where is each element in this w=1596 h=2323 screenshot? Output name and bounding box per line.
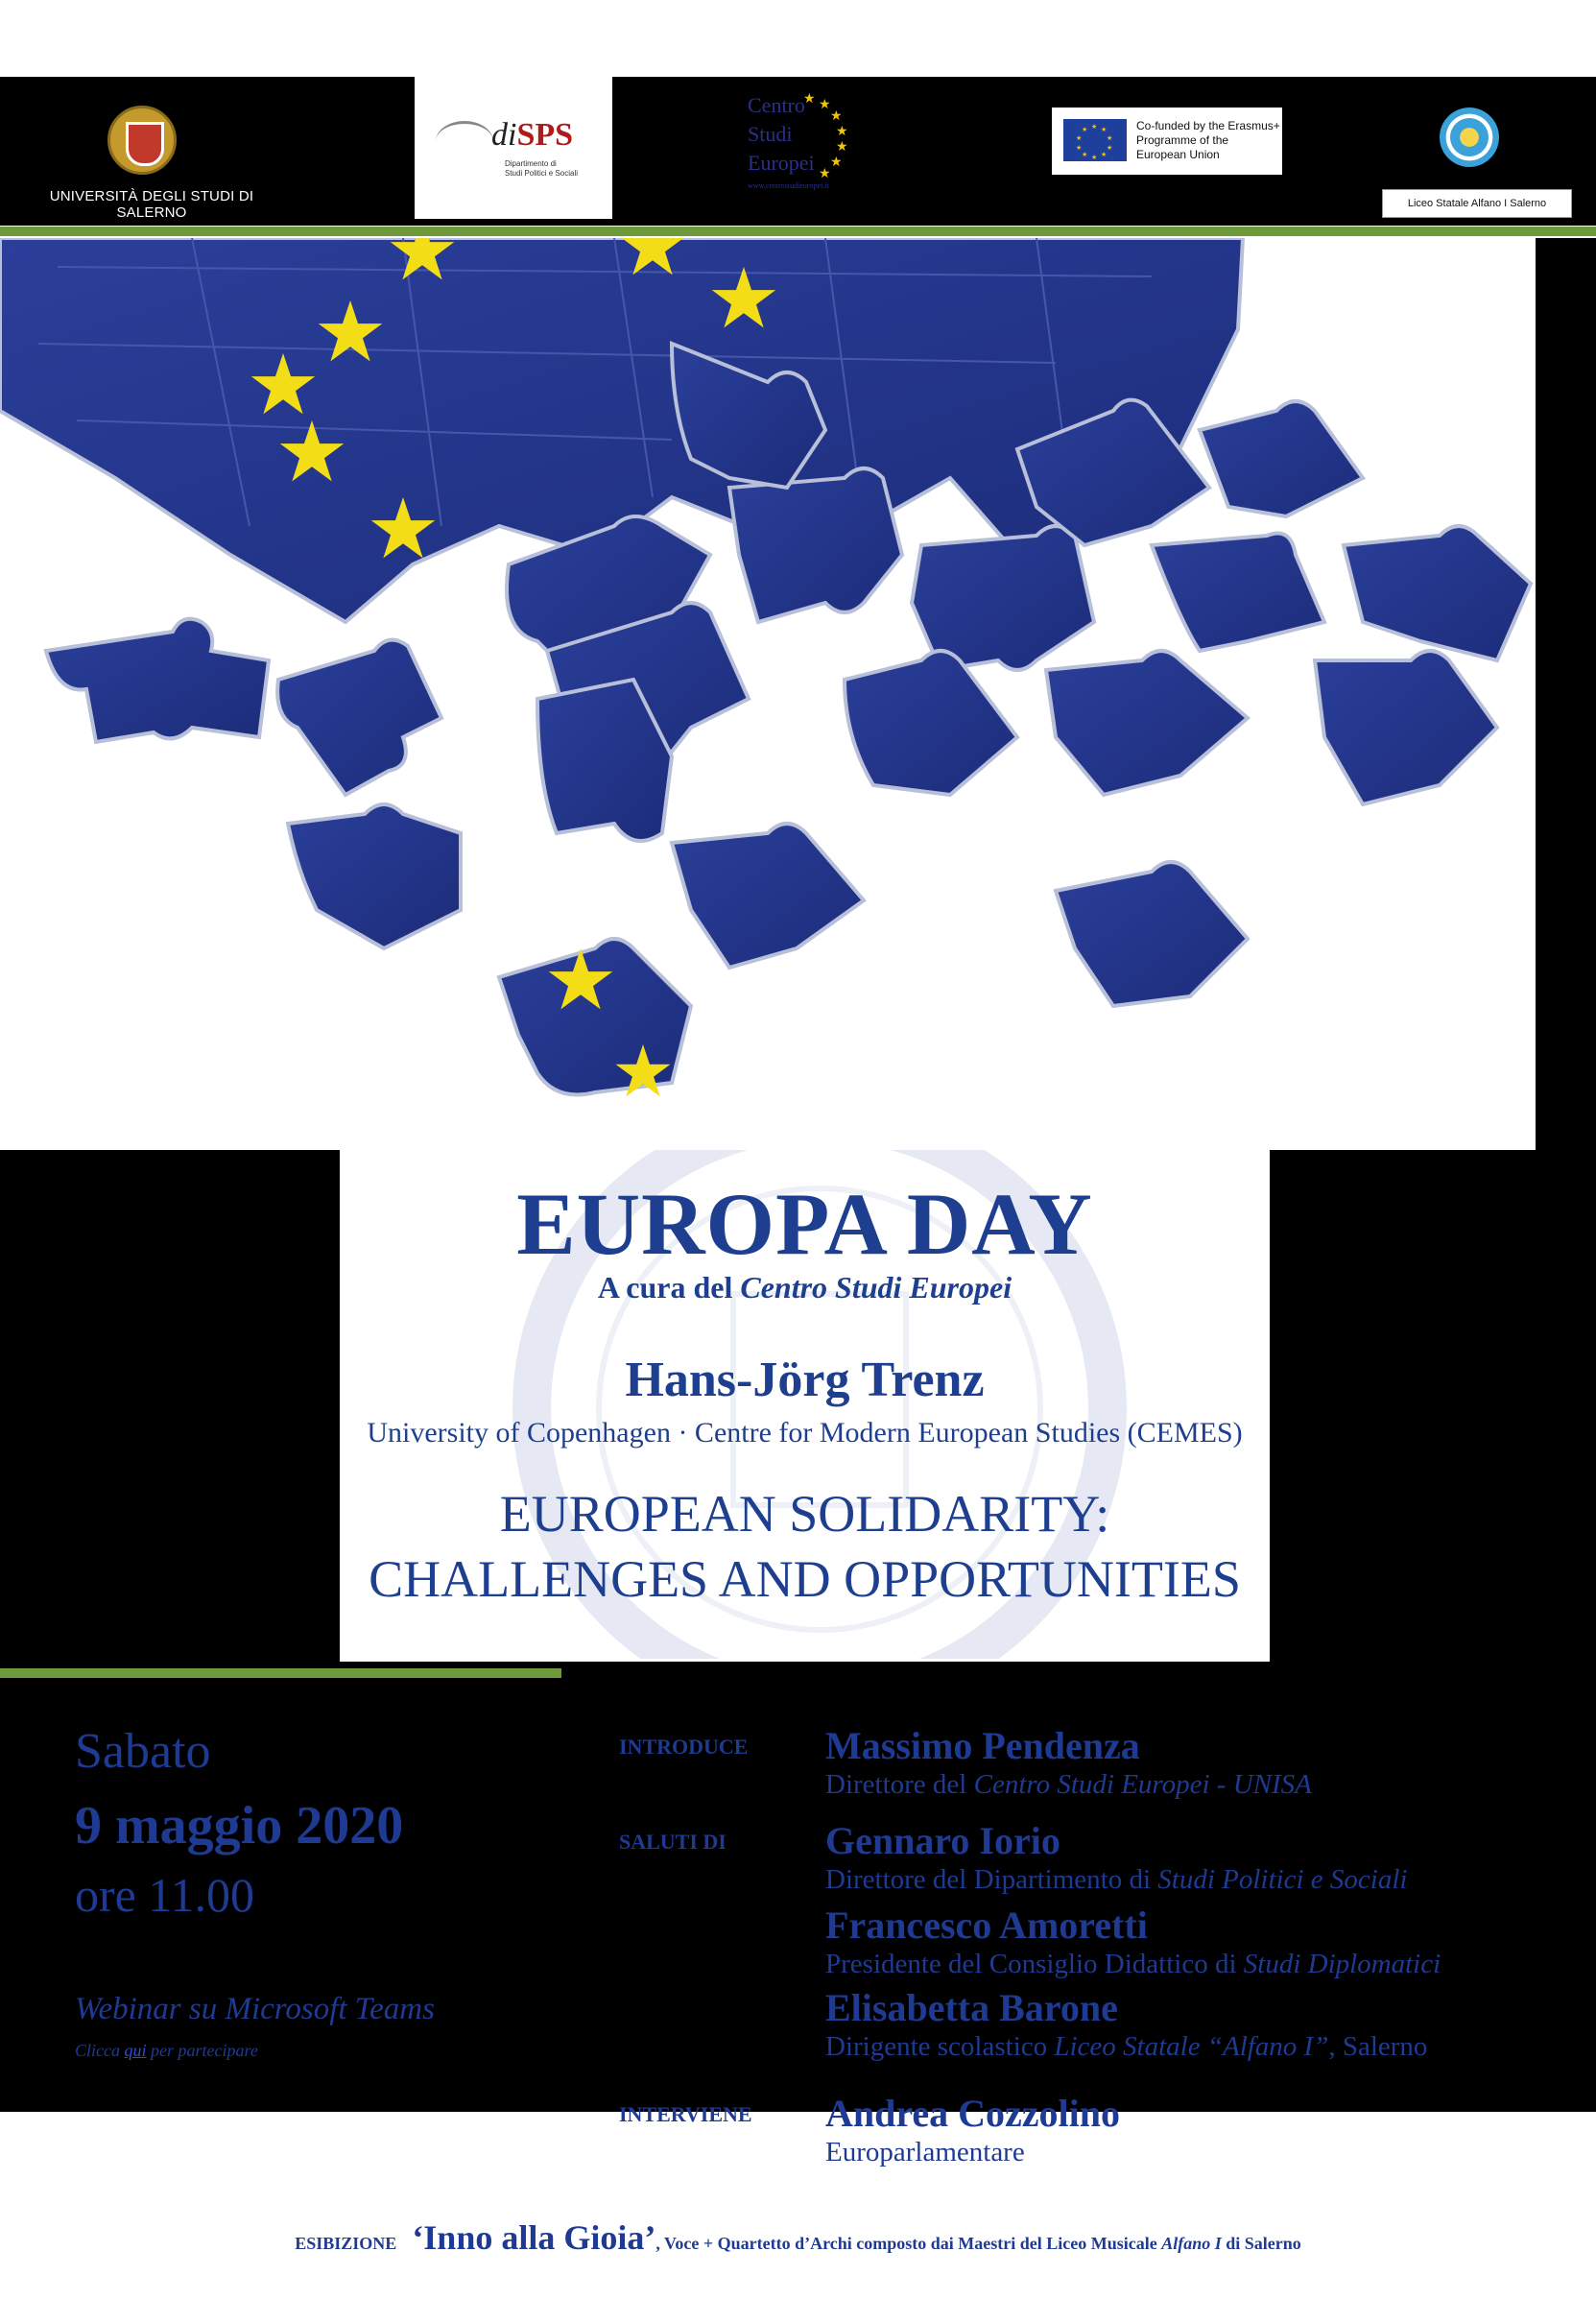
speaker-1-desc [825, 1769, 1312, 1801]
liceo-label: Liceo Statale Alfano I Salerno [1382, 189, 1572, 218]
disps-subtitle-1: Dipartimento di [505, 159, 557, 168]
event-title: EUROPA DAY [516, 1175, 1093, 1273]
disps-subtitle-2: Studi Politici e Sociali [505, 169, 579, 178]
speaker-1-name: Massimo Pendenza [825, 1724, 1140, 1767]
erasmus-text: Co-funded by the Erasmus+ Programme of the European Union [1136, 119, 1280, 161]
event-date: 9 maggio 2020 [75, 1796, 404, 1856]
speaker-4-desc [825, 2031, 1427, 2063]
disps-prefix: di [491, 117, 517, 153]
event-time: ore 11.00 [75, 1868, 254, 1922]
curated-org: Centro Studi Europei [740, 1270, 1012, 1305]
eu-puzzle-illustration [0, 238, 1536, 1150]
curated-prefix: A cura del [597, 1270, 741, 1305]
speaker-2-desc [825, 1864, 1407, 1896]
footer-exhibition [0, 2217, 1596, 2258]
webinar-info: Webinar su Microsoft Teams [75, 1992, 435, 2026]
role-saluti: SALUTI DI [619, 1830, 727, 1854]
cse-logo [744, 89, 878, 195]
cse-url: www.centrostudieuropei.it [748, 181, 829, 190]
university-name: UNIVERSITÀ DEGLI STUDI DI SALERNO [49, 188, 254, 221]
footer-piece: ‘Inno alla Gioia’ [412, 2218, 656, 2257]
speaker-4-desc-a: Dirigente scolastico [825, 2031, 1055, 2062]
mid-green-rule [0, 1668, 561, 1678]
star-icon: ★ [819, 167, 831, 181]
join-prefix: Clicca [75, 2041, 125, 2060]
cse-line1: Centro [748, 93, 805, 117]
speaker-4-name: Elisabetta Barone [825, 1986, 1118, 2029]
star-icon: ★ [836, 140, 848, 155]
event-weekday: Sabato [75, 1724, 211, 1779]
speaker-affiliation: University of Copenhagen · Centre for Modern European Studies (CEMES) [367, 1417, 1243, 1449]
unisa-seal-icon [107, 106, 177, 175]
footer-desc-a: , Voce + Quartetto d’Archi composto dai Maestri del Liceo Musicale [655, 2234, 1162, 2253]
role-introduce: INTRODUCE [619, 1735, 749, 1759]
speaker-name: Hans-Jörg Trenz [625, 1353, 985, 1407]
top-margin [0, 0, 1596, 77]
speaker-2-desc-a: Direttore del Dipartimento di [825, 1864, 1158, 1895]
speaker-5-desc [825, 2137, 1025, 2168]
cse-line2: Studi [748, 122, 793, 146]
topic-line-2: CHALLENGES AND OPPORTUNITIES [369, 1550, 1241, 1608]
speaker-1-desc-a: Direttore del [825, 1769, 974, 1800]
star-icon: ★ [830, 109, 843, 124]
speaker-2-name: Gennaro Iorio [825, 1819, 1060, 1862]
star-icon: ★ [803, 92, 816, 107]
cse-line3: Europei [748, 151, 815, 175]
talk-topic [269, 1481, 1341, 1612]
disps-suffix: SPS [516, 117, 574, 153]
star-icon: ★ [836, 125, 848, 139]
disps-logo [415, 77, 612, 219]
join-suffix: per partecipare [146, 2041, 258, 2060]
speaker-3-desc-a: Presidente del Consiglio Didattico di [825, 1949, 1244, 1979]
speaker-1-desc-b: Centro Studi Europei - UNISA [973, 1769, 1312, 1800]
speaker-3-desc-b: Studi Diplomatici [1243, 1949, 1441, 1979]
star-icon: ★ [830, 156, 843, 170]
liceo-logo-icon [1440, 108, 1499, 167]
curated-by [340, 1270, 1270, 1305]
eu-flag-icon: ★ ★ ★ ★ ★ ★ ★ ★ ★ ★ [1063, 119, 1127, 161]
footer-desc-c: di Salerno [1221, 2234, 1301, 2253]
speaker-3-desc [825, 1949, 1441, 1980]
join-instruction [75, 2041, 258, 2061]
speaker-5-desc-a: Europarlamentare [825, 2137, 1025, 2167]
speaker-5-name: Andrea Cozzolino [825, 2092, 1121, 2135]
role-interviene: INTERVIENE [619, 2102, 752, 2126]
topic-line-1: EUROPEAN SOLIDARITY: [499, 1485, 1110, 1543]
top-green-rule [0, 227, 1596, 236]
footer-label: ESIBIZIONE [295, 2234, 397, 2253]
join-link[interactable]: qui [124, 2041, 147, 2060]
speaker-2-desc-b: Studi Politici e Sociali [1157, 1864, 1408, 1895]
speaker-3-name: Francesco Amoretti [825, 1904, 1148, 1947]
unisa-logo [17, 106, 286, 221]
speaker-4-desc-b: Liceo Statale “Alfano I” [1054, 2031, 1329, 2062]
speaker-4-desc-c: , Salerno [1328, 2031, 1428, 2062]
disps-arc-icon [436, 121, 493, 162]
star-icon: ★ [819, 98, 831, 112]
erasmus-logo [1052, 108, 1282, 175]
footer-desc-b: Alfano I [1161, 2234, 1222, 2253]
